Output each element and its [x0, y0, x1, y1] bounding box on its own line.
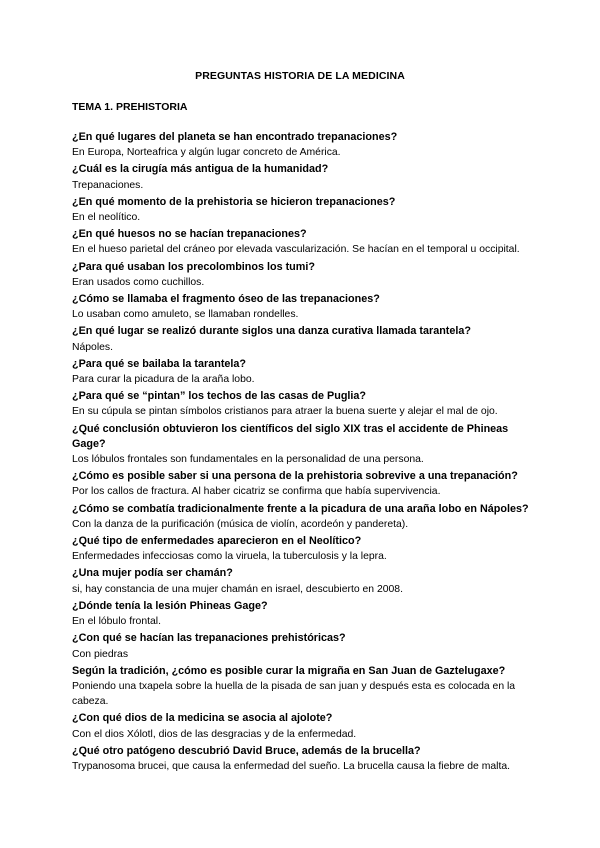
- answer-text: Enfermedades infecciosas como la viruela, la tuberculosis y la lepra.: [72, 551, 387, 563]
- question-text: ¿Qué otro patógeno descubrió David Bruce, además de la brucella?: [72, 744, 421, 757]
- section-title: TEMA 1. PREHISTORIA: [72, 101, 188, 113]
- answer-text: Trypanosoma brucei, que causa la enfermedad del sueño. La brucella causa la fiebre de malta.: [72, 760, 511, 772]
- answer-text: En el neolítico.: [72, 212, 141, 224]
- question-text: ¿En qué lugar se realizó durante siglos una danza curativa llamada tarantela?: [72, 325, 471, 338]
- answer-text: Con la danza de la purificación (música de violín, acordeón y pandereta).: [72, 518, 409, 530]
- answer-text: Para curar la picadura de la araña lobo.: [72, 374, 255, 386]
- question-text: ¿Qué conclusión obtuvieron los científicos del siglo XIX tras el accidente de Phineas Gage?: [72, 422, 509, 450]
- question-text: ¿Qué tipo de enfermedades aparecieron en el Neolítico?: [72, 535, 362, 548]
- question-text: ¿Con qué se hacían las trepanaciones prehistóricas?: [72, 632, 346, 645]
- question-text: ¿Cómo se combatía tradicionalmente frente a la picadura de una araña lobo en Nápoles?: [72, 502, 529, 515]
- answer-text: Por los callos de fractura. Al haber cicatriz se confirma que había supervivencia.: [72, 486, 441, 498]
- question-text: ¿Cuál es la cirugía más antigua de la humanidad?: [72, 163, 329, 176]
- question-text: ¿En qué huesos no se hacían trepanaciones?: [72, 228, 307, 241]
- answer-text: Lo usaban como amuleto, se llamaban rondelles.: [72, 309, 299, 321]
- answer-text: si, hay constancia de una mujer chamán en israel, descubierto en 2008.: [72, 583, 403, 595]
- qa-list: [72, 130, 534, 776]
- answer-text: En Europa, Norteafrica y algún lugar concreto de América.: [72, 147, 341, 159]
- answer-text: Poniendo una txapela sobre la huella de la pisada de san juan y después esta es colocada en la cabeza.: [72, 680, 516, 708]
- question-text: ¿En qué lugares del planeta se han encontrado trepanaciones?: [72, 131, 398, 143]
- answer-text: Eran usados como cuchillos.: [72, 276, 205, 288]
- answer-text: Con piedras: [72, 648, 129, 660]
- answer-text: Los lóbulos frontales son fundamentales en la personalidad de una persona.: [72, 454, 424, 466]
- answer-text: En el lóbulo frontal.: [72, 616, 161, 628]
- question-text: ¿Una mujer podía ser chamán?: [72, 567, 233, 580]
- question-text: ¿Para qué usaban los precolombinos los tumi?: [72, 260, 315, 273]
- question-text: ¿Con qué dios de la medicina se asocia al ajolote?: [72, 712, 333, 725]
- answer-text: En su cúpula se pintan símbolos cristianos para atraer la buena suerte y alejar el mal de ojo.: [72, 406, 498, 418]
- question-text: ¿Para qué se bailaba la tarantela?: [72, 357, 247, 370]
- question-text: ¿Cómo se llamaba el fragmento óseo de las trepanaciones?: [72, 293, 380, 306]
- question-text: ¿En qué momento de la prehistoria se hicieron trepanaciones?: [72, 195, 396, 208]
- question-text: ¿Dónde tenía la lesión Phineas Gage?: [72, 599, 268, 612]
- answer-text: En el hueso parietal del cráneo por elevada vascularización. Se hacían en el temporal u occipital.: [72, 244, 520, 256]
- document-title: PREGUNTAS HISTORIA DE LA MEDICINA: [195, 70, 405, 82]
- question-text: ¿Cómo es posible saber si una persona de la prehistoria sobrevive a una trepanación?: [72, 470, 518, 483]
- answer-text: Trepanaciones.: [72, 179, 144, 191]
- answer-text: Nápoles.: [72, 341, 114, 353]
- question-text: ¿Para qué se “pintan” los techos de las casas de Puglia?: [72, 390, 367, 403]
- answer-text: Con el dios Xólotl, dios de las desgracias y de la enfermedad.: [72, 728, 357, 740]
- question-text: Según la tradición, ¿cómo es posible curar la migraña en San Juan de Gaztelugaxe?: [72, 664, 506, 677]
